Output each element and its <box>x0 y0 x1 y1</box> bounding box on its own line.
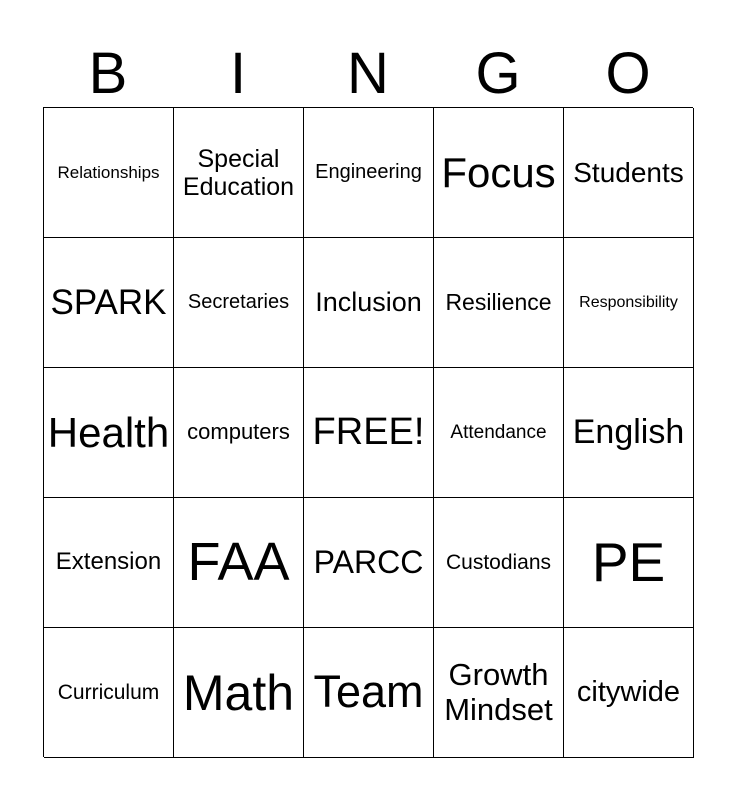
cell-label: Responsibility <box>579 293 678 311</box>
bingo-cell[interactable] <box>304 238 434 368</box>
bingo-header <box>43 40 693 108</box>
cell-label: Students <box>573 156 684 188</box>
bingo-cell[interactable] <box>174 628 304 758</box>
bingo-cell[interactable] <box>564 238 694 368</box>
cell-label: Secretaries <box>187 291 290 314</box>
bingo-cell[interactable] <box>304 368 434 498</box>
cell-label: computers <box>187 419 290 445</box>
cell-label: PE <box>591 530 666 593</box>
bingo-cell[interactable] <box>174 108 304 238</box>
cell-label: Engineering <box>315 161 422 184</box>
bingo-cell[interactable] <box>174 238 304 368</box>
bingo-cell[interactable] <box>434 628 564 758</box>
bingo-cell[interactable] <box>44 368 174 498</box>
bingo-cell[interactable] <box>304 498 434 628</box>
cell-label: Custodians <box>445 550 552 574</box>
cell-label: citywide <box>576 676 681 709</box>
cell-label: Team <box>313 666 424 718</box>
cell-label: FAA <box>187 532 290 593</box>
header-letter-i: I <box>229 41 247 106</box>
bingo-cell[interactable] <box>564 368 694 498</box>
bingo-cell[interactable] <box>44 238 174 368</box>
cell-label: Special Education <box>182 144 295 201</box>
bingo-cell[interactable] <box>434 368 564 498</box>
cell-label: Attendance <box>450 421 547 443</box>
bingo-cell[interactable] <box>564 628 694 758</box>
bingo-cell[interactable] <box>304 628 434 758</box>
bingo-cell[interactable] <box>434 238 564 368</box>
cell-label: Resilience <box>445 288 552 315</box>
bingo-cell[interactable] <box>434 108 564 238</box>
bingo-cell[interactable] <box>44 628 174 758</box>
header-letter-g: G <box>475 41 521 106</box>
cell-label: Health <box>47 408 170 456</box>
header-letter-b: B <box>88 41 128 106</box>
cell-label: PARCC <box>313 543 424 580</box>
bingo-cell[interactable] <box>174 498 304 628</box>
cell-label: SPARK <box>50 282 167 322</box>
bingo-cell[interactable] <box>174 368 304 498</box>
cell-label: Relationships <box>57 162 160 182</box>
cell-label: Curriculum <box>57 680 160 704</box>
cell-label: Extension <box>55 548 162 576</box>
cell-label: Math <box>182 664 295 721</box>
bingo-cell[interactable] <box>434 498 564 628</box>
cell-label: English <box>572 413 685 452</box>
bingo-cell[interactable] <box>564 108 694 238</box>
cell-label: Inclusion <box>315 287 422 318</box>
bingo-cell[interactable] <box>304 108 434 238</box>
bingo-board <box>43 107 693 757</box>
bingo-cell[interactable] <box>44 498 174 628</box>
header-letter-o: O <box>605 41 651 106</box>
free-space-label: FREE! <box>312 411 425 454</box>
header-letter-n: N <box>347 41 389 106</box>
cell-label: Growth Mindset <box>444 656 553 727</box>
bingo-cell[interactable] <box>44 108 174 238</box>
cell-label: Focus <box>441 148 556 196</box>
bingo-cell[interactable] <box>564 498 694 628</box>
